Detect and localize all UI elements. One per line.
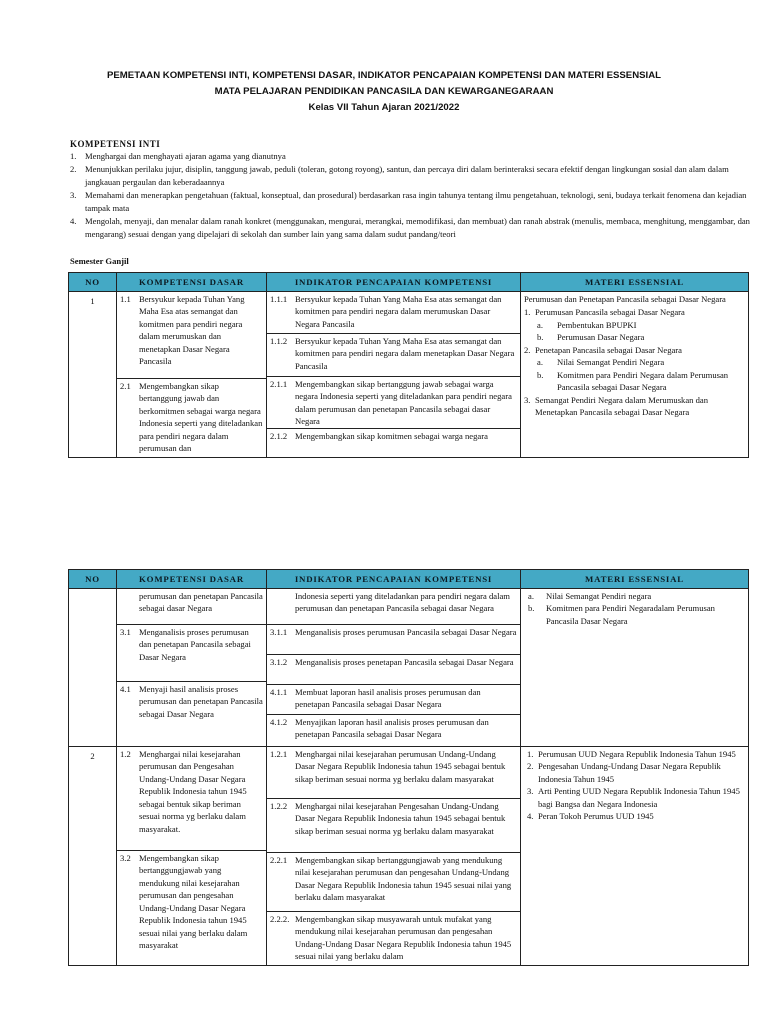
materi-number: 3. [527,786,534,797]
materi-sub-letter: b. [537,369,544,380]
mapping-table-2 [68,569,749,966]
materi-text: Penetapan Pancasila sebagai Dasar Negara [535,344,682,355]
materi-subitem [524,602,745,627]
materi-number: 1. [524,307,531,318]
indikator-text: Mengembangkan sikap bertanggungjawab yang mendukung nilai kesejarahan perumusan dan pengesahan Undang-Undang Dasar Negara Republik Indonesia tahun 1945 sesuai nilai yang berlaku dalam masyarakat [295,855,512,903]
indikator-item [267,377,520,429]
indikator-number: 3.1.2 [270,657,288,667]
indikator-item [267,292,520,334]
indikator-item [267,715,520,743]
indikator-text: Mengembangkan sikap komitmen sebagai warga negara [295,431,488,441]
materi-sub-letter: b. [528,603,535,614]
indikator-text: Menganalisis proses penetapan Pancasila sebagai Dasar Negara [295,657,514,667]
indikator-text: Menyajikan laporan hasil analisis proses perumusan dan penetapan Pancasila sebagai Dasar Negara [295,717,489,740]
indikator-text: Indonesia seperti yang diteladankan para pendiri negara dalam perumusan dan penetapan Pancasila sebagai dasar Negara [295,591,510,614]
doc-title-line3: Kelas VII Tahun Ajaran 2021/2022 [308,102,460,113]
materi-cell [521,747,749,966]
ki-number: 1. [70,151,77,161]
kd-item [117,379,266,457]
materi-text: Perumusan UUD Negara Republik Indonesia Tahun 1945 [538,749,736,759]
table-header-row [69,570,749,589]
col-header-materi: MATERI ESSENSIAL [521,570,749,589]
materi-sub-text: Perumusan Dasar Negara [557,332,645,343]
indikator-number: 2.1.2 [270,431,288,441]
indikator-number: 2.2.2. [270,914,290,924]
kd-text: Menganalisis proses perumusan dan penetapan Pancasila sebagai Dasar Negara [139,627,251,662]
document-header [60,68,708,116]
kd-number: 4.1 [120,684,131,694]
indikator-text: Bersyukur kepada Tuhan Yang Maha Esa atas semangat dan komitmen para pendiri negara dalam menetapkan Dasar Negara Pancasila [295,336,515,371]
indikator-text: Menganalisis proses perumusan Pancasila sebagai Dasar Negara [295,627,517,637]
materi-cell [521,292,749,458]
doc-title-line2: MATA PELAJARAN PENDIDIKAN PANCASILA DAN KEWARGANEGARAAN [214,86,554,97]
kd-cell [117,747,267,966]
indikator-number: 2.2.1 [270,855,288,865]
materi-sub-letter: a. [528,591,534,601]
col-header-kd: KOMPETENSI DASAR [117,570,267,589]
ki-number: 2. [70,164,77,175]
indikator-item [267,799,520,853]
indikator-text: Menghargai nilai kesejarahan perumusan Undang-Undang Dasar Negara Republik Indonesia tahun 1945 sebagai bentuk sikap beriman sesuai norma yg berlaku dalam masyarakat [295,749,506,784]
materi-number: 2. [524,344,531,355]
kd-text: Bersyukur kepada Tuhan Yang Maha Esa atas semangat dan komitmen para pendiri negara dalam merumuskan dan menetapkan Dasar Negara Pancasila [139,294,245,367]
col-header-kd: KOMPETENSI DASAR [117,273,267,292]
table-row [69,292,749,458]
indikator-text: Membuat laporan hasil analisis proses perumusan dan penetapan Pancasila sebagai Dasar Negara [295,687,481,710]
materi-subitem [524,590,745,602]
materi-sub-letter: a. [537,357,543,368]
table-row [69,589,749,747]
materi-item [524,760,745,785]
table-header-row [69,273,749,292]
row-number: 2 [69,747,117,966]
col-header-no: NO [69,273,117,292]
col-header-materi: MATERI ESSENSIAL [521,273,749,292]
table-row [69,747,749,966]
materi-item [521,394,748,419]
kd-item [117,625,266,682]
materi-number: 2. [527,761,534,772]
materi-sub-letter: a. [537,319,543,330]
col-header-no: NO [69,570,117,589]
indikator-number: 4.1.1 [270,687,288,697]
col-header-indikator: INDIKATOR PENCAPAIAN KOMPETENSI [267,570,521,589]
kd-cell [117,292,267,458]
kd-number: 3.1 [120,627,131,637]
indikator-item [267,853,520,912]
semester-label: Semester Ganjil [70,256,129,266]
kd-item [117,589,266,625]
ki-number: 3. [70,190,77,201]
kd-cell [117,589,267,747]
indikator-number: 1.2.2 [270,801,288,811]
materi-subitem [521,331,748,343]
materi-text: Arti Penting UUD Negara Republik Indonesia Tahun 1945 bagi Bangsa dan Negara Indonesia [538,786,740,809]
ki-text: Mengolah, menyaji, dan menalar dalam ranah konkret (menggunakan, mengurai, merangkai, memodifikasi, dan membuat) dan ranah abstrak (menulis, membaca, menghitung, menggambar, dan mengarang) sesuai dengan yang dipelajari di sekolah dan sumber lain yang sama dalam sudut pandang/teori [85,216,750,239]
materi-subitem [521,356,748,368]
materi-number: 1. [527,749,534,759]
indikator-item [267,625,520,655]
doc-title-line1: PEMETAAN KOMPETENSI INTI, KOMPETENSI DASAR, INDIKATOR PENCAPAIAN KOMPETENSI DAN MATERI ESSENSIAL [107,70,661,81]
ki-text: Menghargai dan menghayati ajaran agama yang dianutnya [85,151,286,161]
kd-text: Mengembangkan sikap bertanggung jawab dan berkomitmen sebagai warga negara Indonesia seperti yang diteladankan para pendiri negara dalam perumusan dan [139,381,263,454]
materi-item [524,748,745,760]
materi-number: 4. [527,811,534,822]
materi-item [521,344,748,356]
indikator-number: 1.2.1 [270,749,288,759]
ki-item [70,163,750,188]
indikator-number: 4.1.2 [270,717,288,727]
materi-text: Perumusan Pancasila sebagai Dasar Negara [535,307,685,318]
indikator-text: Bersyukur kepada Tuhan Yang Maha Esa atas semangat dan komitmen para pendiri negara dalam merumuskan Dasar Negara Pancasila [295,294,502,329]
kd-number: 3.2 [120,853,131,863]
indikator-number: 1.1.2 [270,336,288,346]
materi-sub-text: Komitmen para Pendiri Negara dalam Perumusan Pancasila sebagai Dasar Negara [557,369,729,393]
materi-sub-text: Komitmen para Pendiri Negaradalam Perumusan Pancasila Dasar Negara [546,603,715,626]
kd-item [117,851,266,954]
materi-text: Pengesahan Undang-Undang Dasar Negara Republik Indonesia Tahun 1945 [538,761,721,784]
ki-list [70,150,750,241]
indikator-cell [267,747,521,966]
mapping-table-1 [68,272,749,458]
ki-item [70,215,750,240]
kd-number: 2.1 [120,381,131,391]
materi-item [524,785,745,810]
indikator-number: 2.1.1 [270,379,288,389]
materi-text: Semangat Pendiri Negara dalam Merumuskan dan Menetapkan Pancasila sebagai Dasar Negara [535,394,709,418]
kd-number: 1.2 [120,749,131,759]
indikator-item [267,912,520,965]
row-number: 1 [69,292,117,458]
kd-text: Mengembangkan sikap bertanggungjawab yang mendukung nilai kesejarahan perumusan dan pengesahan Undang-Undang Dasar Negara Republik Indonesia tahun 1945 sesuai nilai yang berlaku dalam masyarakat [139,853,248,951]
ki-text: Memahami dan menerapkan pengetahuan (faktual, konseptual, dan prosedural) berdasarkan rasa ingin tahunya tentang ilmu pengetahuan, teknologi, seni, budaya terkait fenomena dan kejadian tampak mata [85,190,747,213]
row-number [69,589,117,747]
ki-number: 4. [70,216,77,227]
indikator-text: Menghargai nilai kesejarahan Pengesahan Undang-Undang Dasar Negara Republik Indonesia tahun 1945 sebagai bentuk sikap beriman sesuai norma yg berlaku dalam masyarakat [295,801,506,836]
materi-subitem [521,369,748,394]
materi-cell [521,589,749,747]
materi-text: Peran Tokoh Perumus UUD 1945 [538,811,654,822]
materi-sub-text: Pembentukan BPUPKI [557,319,637,330]
materi-sub-letter: b. [537,332,544,343]
kd-number: 1.1 [120,294,131,304]
materi-item [524,810,745,822]
ki-item [70,150,750,162]
ki-text: Menunjukkan perilaku jujur, disiplin, tanggung jawab, peduli (toleran, gotong royong), santun, dan percaya diri dalam berinteraksi secara efektif dengan lingkungan sosial dan alam dalam jangkauan pergaulan dan keberadaannya [85,164,729,187]
indikator-item [267,747,520,799]
ki-heading: KOMPETENSI INTI [70,139,161,149]
materi-number: 3. [524,394,531,405]
materi-sub-text: Nilai Semangat Pendiri Negara [557,357,665,368]
kd-text: Menghargai nilai kesejarahan perumusan dan Pengesahan Undang-Undang Dasar Negara Republik Indonesia tahun 1945 sebagai bentuk sikap beriman sesuai norma yg berlaku dalam masyarakat. [139,749,247,834]
col-header-indikator: INDIKATOR PENCAPAIAN KOMPETENSI [267,273,521,292]
indikator-item [267,589,520,625]
kd-text: Menyaji hasil analisis proses perumusan dan penetapan Pancasila sebagai Dasar Negara [139,684,263,719]
ki-item [70,189,750,214]
indikator-text: Mengembangkan sikap musyawarah untuk mufakat yang mendukung nilai kesejarahan perumusan dan pengesahan Undang-Undang Dasar Negara Republik Indonesia tahun 1945 sesuai nilai yang berlaku dalam [295,914,512,962]
kd-item [117,682,266,722]
indikator-item [267,429,520,444]
indikator-number: 1.1.1 [270,294,288,304]
indikator-number: 3.1.1 [270,627,288,637]
indikator-cell [267,589,521,747]
kd-item [117,747,266,851]
materi-item [521,306,748,318]
indikator-item [267,334,520,377]
kd-item [117,292,266,379]
indikator-text: Mengembangkan sikap bertanggung jawab sebagai warga negara Indonesia seperti yang diteladankan para pendiri negara dalam perumusan dan penetapan Pancasila sebagai dasar Negara [295,379,512,427]
indikator-cell [267,292,521,458]
indikator-item [267,685,520,715]
materi-subitem [521,319,748,331]
indikator-item [267,655,520,685]
materi-title: Perumusan dan Penetapan Pancasila sebagai Dasar Negara [524,294,726,304]
materi-sub-text: Nilai Semangat Pendiri negara [546,591,652,601]
kd-text: perumusan dan penetapan Pancasila sebagai dasar Negara [139,591,263,614]
